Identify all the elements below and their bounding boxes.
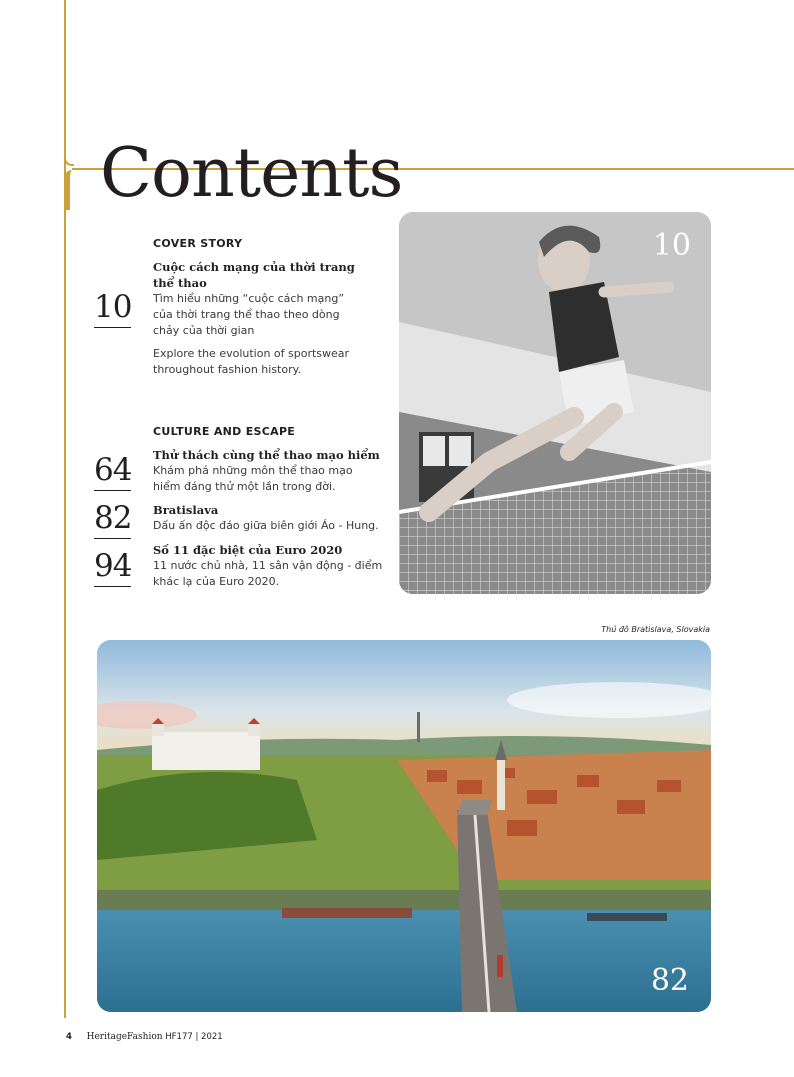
desc-line: Tìm hiểu những “cuộc cách mạng” <box>153 292 345 305</box>
desc-line: hiểm đáng thử một lần trong đời. <box>153 480 336 493</box>
article-title-extreme-sports[interactable]: Thử thách cùng thể thao mạo hiểm <box>153 448 380 462</box>
desc-line: của thời trang thể thao theo dòng <box>153 308 340 321</box>
desc-line: chảy của thời gian <box>153 324 255 337</box>
desc-line: throughout fashion history. <box>153 363 302 376</box>
gold-rule-corner <box>64 150 74 166</box>
page-number-94[interactable]: 94 <box>94 551 131 587</box>
article-description-euro-2020 <box>153 558 382 590</box>
photo-caption: Thủ đô Bratislava, Slovakia <box>601 625 710 634</box>
cover-story-description-en <box>153 346 349 378</box>
bratislava-photo[interactable] <box>97 640 711 1012</box>
cover-story-title-line2: thể thao <box>153 276 207 290</box>
desc-line: Explore the evolution of sportswear <box>153 347 350 360</box>
bratislava-landscape-illustration <box>97 640 711 1012</box>
desc-line: Dấu ấn độc đáo giữa biên giới Áo - Hung. <box>153 519 379 532</box>
cover-story-description-vi <box>153 291 344 339</box>
photo-page-badge-82: 82 <box>650 963 689 998</box>
page-title: Contents <box>100 133 403 213</box>
article-title-bratislava[interactable]: Bratislava <box>153 503 219 517</box>
page-number-82[interactable]: 82 <box>94 503 131 539</box>
section-heading-culture: CULTURE AND ESCAPE <box>153 425 296 438</box>
footer-page-number: 4 <box>66 1032 72 1042</box>
section-heading-cover-story: COVER STORY <box>153 237 243 250</box>
footer-brand: HeritageFashion <box>86 1032 163 1042</box>
page-number-64[interactable]: 64 <box>94 455 131 491</box>
desc-line: Khám phá những môn thể thao mạo <box>153 464 353 477</box>
photo-page-badge-10: 10 <box>652 228 691 263</box>
cover-story-photo[interactable] <box>399 212 711 594</box>
desc-line: 11 nước chủ nhà, 11 sân vận động - điểm <box>153 559 383 572</box>
vintage-photo-illustration <box>399 212 711 594</box>
article-title-euro-2020[interactable]: Số 11 đặc biệt của Euro 2020 <box>153 543 343 557</box>
article-description-extreme-sports <box>153 463 353 495</box>
article-description-bratislava <box>153 518 379 534</box>
cover-story-title[interactable] <box>153 259 355 291</box>
page-number-cover-story[interactable]: 10 <box>94 292 131 328</box>
footer-issue: HF177 | 2021 <box>165 1032 223 1042</box>
cover-story-title-line1: Cuộc cách mạng của thời trang <box>153 260 355 274</box>
desc-line: khác lạ của Euro 2020. <box>153 575 280 588</box>
gold-rule-corner-lower <box>64 170 78 210</box>
page-footer <box>66 1032 223 1042</box>
